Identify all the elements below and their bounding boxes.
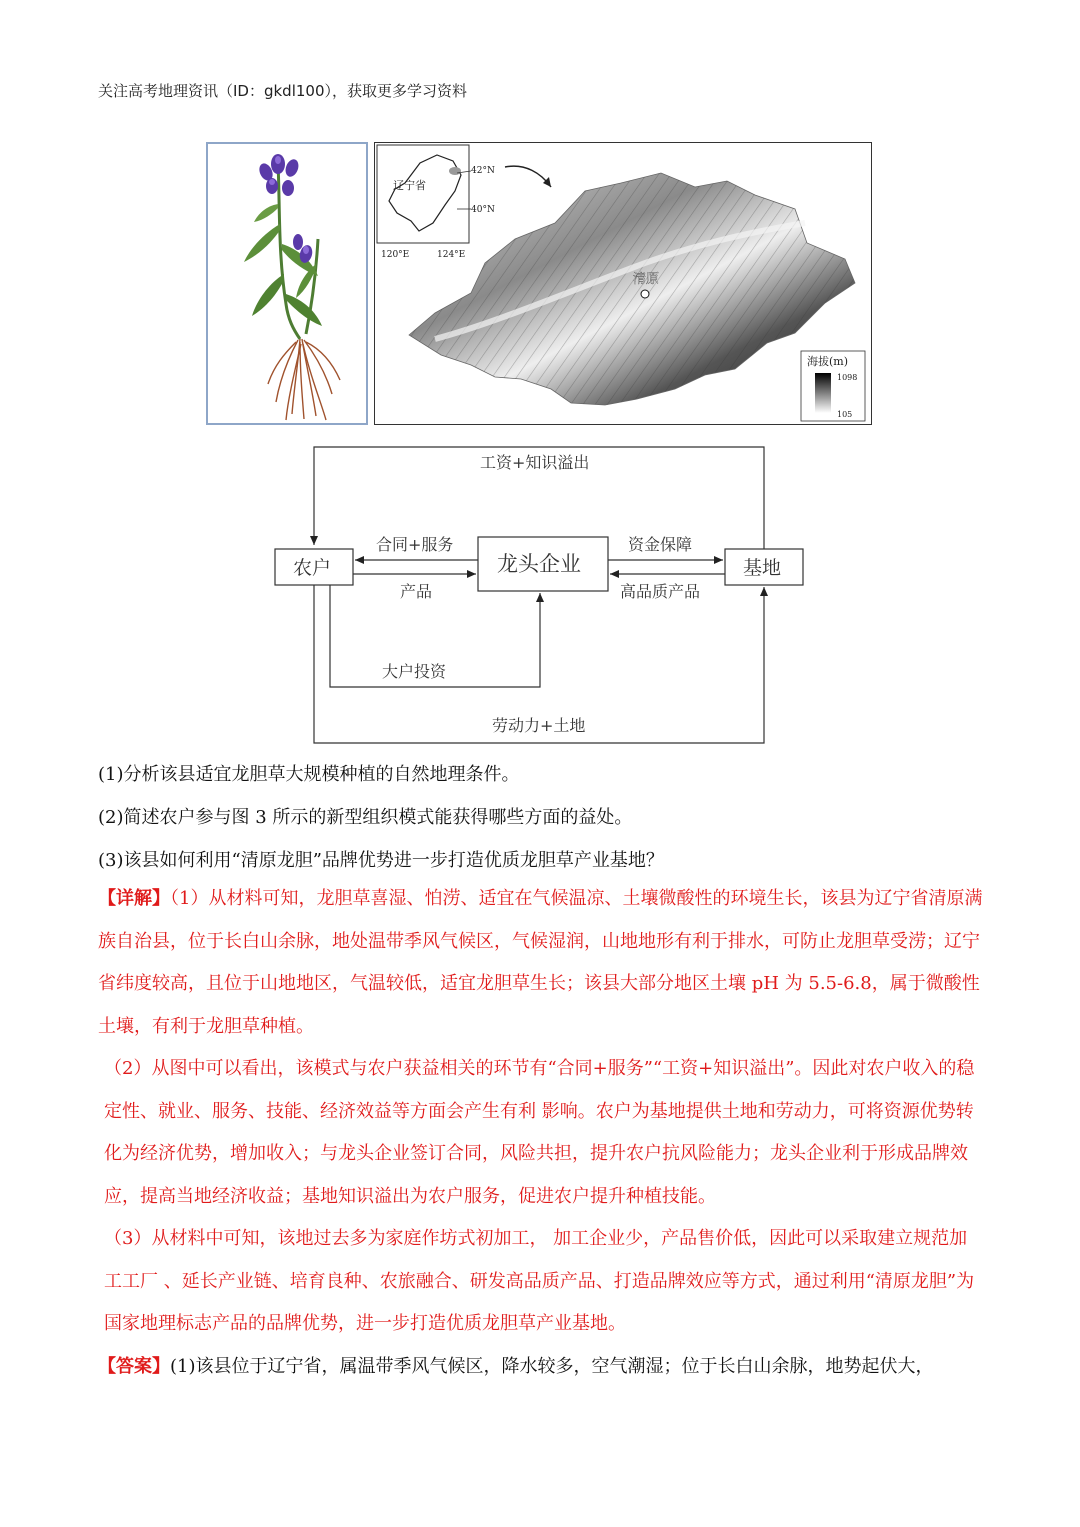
lat-40-label: 40°N: [471, 205, 495, 215]
node-farmer: 农户: [293, 557, 332, 579]
question-2: (2)简述农户参与图 3 所示的新型组织模式能获得哪些方面的益处。: [98, 807, 633, 828]
legend-min: 105: [837, 410, 853, 419]
gentian-plant-illustration: [206, 142, 368, 425]
analysis-text-1: （1）从材料可知，龙胆草喜湿、怕涝、适宜在气候温凉、土壤微酸性的环境生长，该县为辽宁省清原满族自治县，位于长白山余脉，地处温带季风气候区，气候湿润，山地地形有利于排水，可防止龙胆草受涝；辽宁省纬度较高，且位于山地地区，气温较低，适宜龙胆草生长；该县大部分地区土壤 pH 为 5.5-6.8，属于微酸性土壤，有利于龙胆草种植。: [98, 888, 983, 1037]
legend-max: 1098: [837, 373, 858, 382]
answer-paragraph: [98, 1346, 984, 1389]
edge-contract-label: 合同+服务: [376, 535, 454, 554]
analysis-block: [98, 878, 984, 1388]
answer-label: 【答案】: [98, 1355, 170, 1377]
lat-42-label: 42°N: [471, 166, 495, 176]
edge-product-label: 产品: [400, 582, 433, 601]
edge-top-label: 工资+知识溢出: [480, 453, 590, 472]
town-label: 清原: [633, 272, 660, 287]
analysis-paragraph-3: （3）从材料中可知，该地过去多为家庭作坊式初加工， 加工企业少，产品售价低，因此可以采取建立规范加工工厂 、延长产业链、培育良种、农旅融合、研发高品质产品、打造品牌效应等方式，通过利用“清原龙胆”为国家地理标志产品的品牌优势，进一步打造优质龙胆草产业基地。: [104, 1228, 975, 1334]
node-enterprise: 龙头企业: [497, 552, 581, 576]
elevation-map: [374, 142, 872, 425]
legend-title: 海拔(m): [807, 355, 849, 368]
node-base: 基地: [743, 557, 782, 579]
answer-text: (1)该县位于辽宁省，属温带季风气候区，降水较多，空气潮湿；位于长白山余脉，地势起伏大，: [170, 1355, 934, 1377]
analysis-label: 【详解】: [98, 888, 170, 909]
analysis-paragraph-2: （2）从图中可以看出，该模式与农户获益相关的环节有“合同+服务”“工资+知识溢出”。因此对农户收入的稳定性、就业、服务、技能、经济效益等方面会产生有利 影响。农户为基地提供土地和劳动力，可将资源优势转化为经济优势，增加收入；与龙头企业签订合同，风险共担，提升农户抗风险能力；龙头企业利于形成品牌效应，提高当地经济收益；基地知识溢出为农户服务，促进农户提升种植技能。: [104, 1058, 975, 1207]
question-3: (3)该县如何利用“清原龙胆”品牌优势进一步打造优质龙胆草产业基地？: [98, 850, 664, 871]
edge-hq-product-label: 高品质产品: [620, 582, 701, 601]
inset-province-label: 辽宁省: [393, 179, 426, 192]
edge-labor-label: 劳动力+土地: [492, 716, 586, 735]
lon-124-label: 124°E: [437, 250, 466, 260]
question-1: (1)分析该县适宜龙胆草大规模种植的自然地理条件。: [98, 764, 520, 785]
organization-flow-diagram: [270, 445, 810, 750]
lon-120-label: 120°E: [381, 250, 410, 260]
edge-invest-label: 大户投资: [382, 662, 447, 681]
analysis-paragraph-1: [98, 878, 984, 1048]
edge-capital-label: 资金保障: [628, 535, 693, 554]
page-header: 关注高考地理资讯（ID：gkdl100），获取更多学习资料: [98, 82, 468, 100]
